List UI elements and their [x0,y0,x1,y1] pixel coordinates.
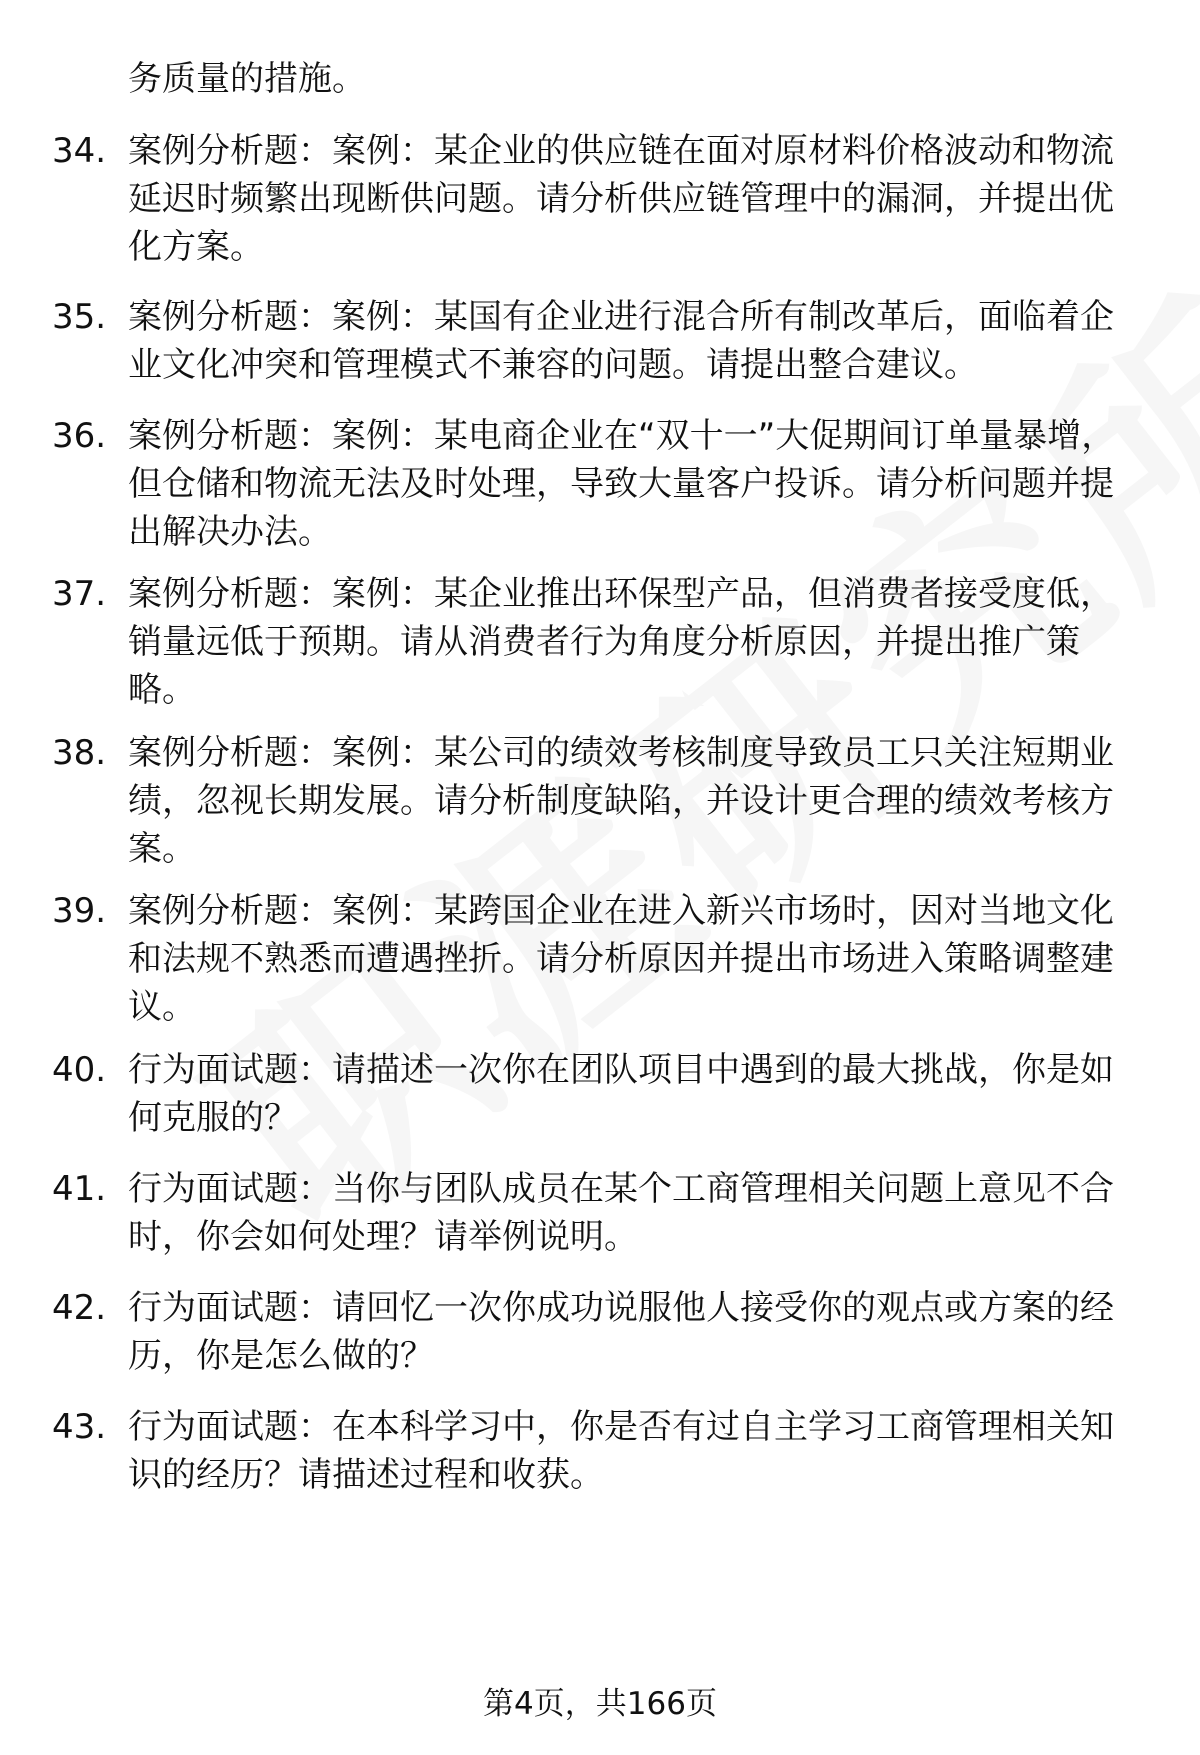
question-number: 34. [52,131,107,171]
question-text: 行为面试题：当你与团队成员在某个工商管理相关问题上意见不合时，你会如何处理？请举例说明。 [128,1169,1114,1257]
question-text: 行为面试题：请描述一次你在团队项目中遇到的最大挑战，你是如何克服的？ [128,1050,1114,1138]
question-number: 43. [52,1407,107,1447]
question-text: 案例分析题：案例：某跨国企业在进入新兴市场时，因对当地文化和法规不熟悉而遭遇挫折。请分析原因并提出市场进入策略调整建议。 [128,891,1114,1027]
question-text: 案例分析题：案例：某企业的供应链在面对原材料价格波动和物流延迟时频繁出现断供问题。请分析供应链管理中的漏洞，并提出优化方案。 [128,131,1114,267]
question-number: 37. [52,574,107,614]
question-text: 行为面试题：在本科学习中，你是否有过自主学习工商管理相关知识的经历？请描述过程和收获。 [128,1407,1114,1495]
question-text: 案例分析题：案例：某公司的绩效考核制度导致员工只关注短期业绩，忽视长期发展。请分析制度缺陷，并设计更合理的绩效考核方案。 [128,733,1114,869]
page-footer: 第4页，共166页 [483,1686,717,1722]
question-number: 39. [52,891,107,931]
question-number: 41. [52,1169,107,1209]
question-text: 案例分析题：案例：某国有企业进行混合所有制改革后，面临着企业文化冲突和管理模式不兼容的问题。请提出整合建议。 [128,297,1114,385]
question-number: 42. [52,1288,107,1328]
question-text: 案例分析题：案例：某企业推出环保型产品，但消费者接受度低，销量远低于预期。请从消费者行为角度分析原因，并提出推广策略。 [128,574,1114,710]
question-text: 行为面试题：请回忆一次你成功说服他人接受你的观点或方案的经历，你是怎么做的？ [128,1288,1114,1376]
question-text: 案例分析题：案例：某电商企业在“双十一”大促期间订单量暴增，但仓储和物流无法及时处理，导致大量客户投诉。请分析问题并提出解决办法。 [128,416,1116,552]
question-number: 35. [52,297,107,337]
question-number: 40. [52,1050,107,1090]
continuation-text: 务质量的措施。 [128,59,366,99]
question-number: 36. [52,416,107,456]
question-number: 38. [52,733,107,773]
